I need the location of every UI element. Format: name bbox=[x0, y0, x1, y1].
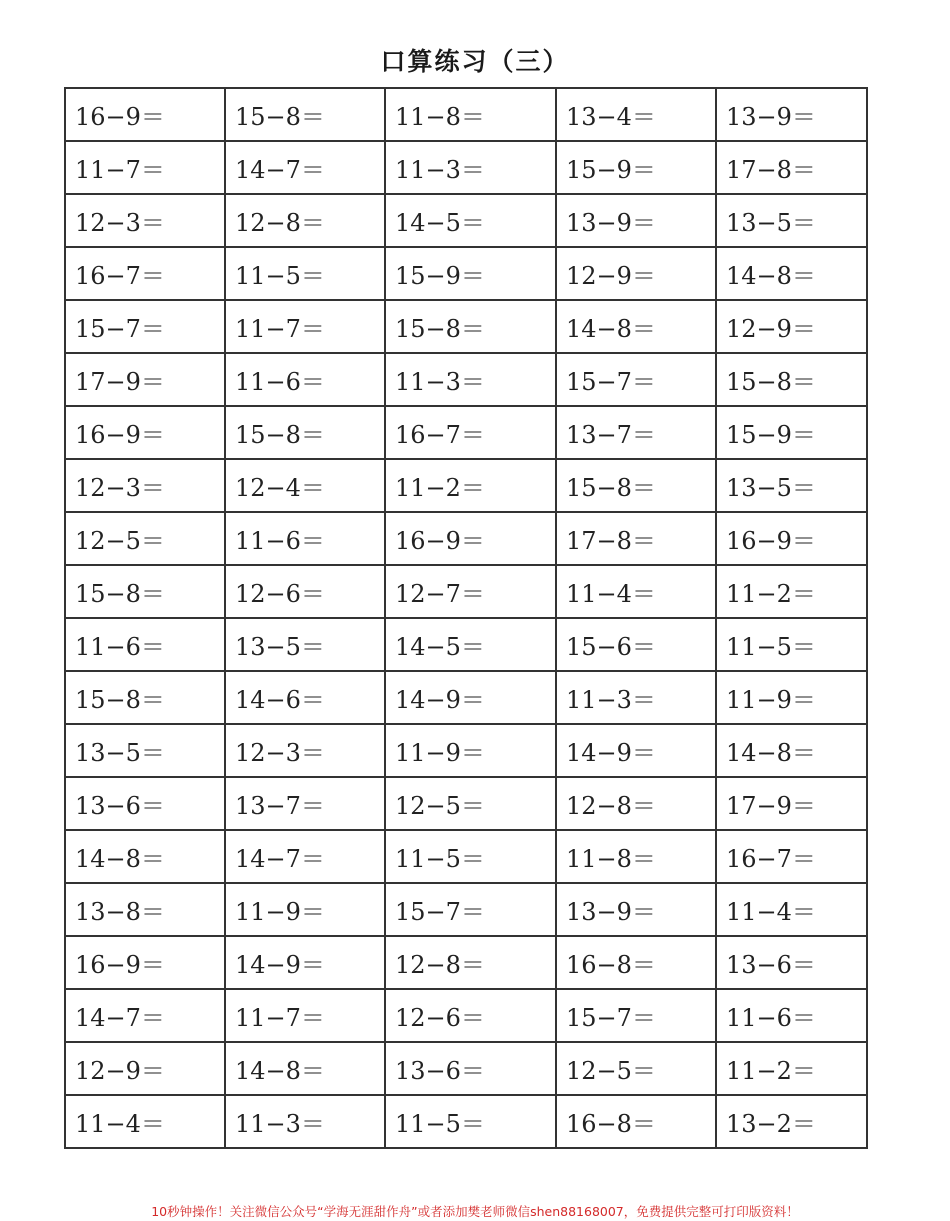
problem-cell: 15−8＝ bbox=[225, 406, 385, 459]
problem-cell: 11−6＝ bbox=[225, 512, 385, 565]
table-row bbox=[65, 88, 867, 141]
problem-cell: 11−7＝ bbox=[225, 300, 385, 353]
problem-cell: 14−7＝ bbox=[225, 141, 385, 194]
problem-cell: 15−7＝ bbox=[556, 989, 716, 1042]
problem-cell: 11−3＝ bbox=[385, 353, 556, 406]
problem-cell: 15−7＝ bbox=[385, 883, 556, 936]
problem-cell: 16−9＝ bbox=[65, 936, 225, 989]
problem-cell: 11−6＝ bbox=[65, 618, 225, 671]
problem-cell: 15−8＝ bbox=[65, 565, 225, 618]
problem-cell: 16−7＝ bbox=[716, 830, 867, 883]
problem-cell: 13−4＝ bbox=[556, 88, 716, 141]
problem-cell: 14−8＝ bbox=[716, 247, 867, 300]
problem-cell: 11−3＝ bbox=[385, 141, 556, 194]
table-row bbox=[65, 141, 867, 194]
problem-cell: 14−9＝ bbox=[225, 936, 385, 989]
problem-cell: 17−9＝ bbox=[65, 353, 225, 406]
problem-cell: 13−2＝ bbox=[716, 1095, 867, 1148]
problem-cell: 11−8＝ bbox=[385, 88, 556, 141]
problem-cell: 12−8＝ bbox=[556, 777, 716, 830]
table-row bbox=[65, 883, 867, 936]
problem-cell: 17−9＝ bbox=[716, 777, 867, 830]
problem-cell: 14−6＝ bbox=[225, 671, 385, 724]
table-row bbox=[65, 565, 867, 618]
problem-cell: 15−8＝ bbox=[385, 300, 556, 353]
table-row bbox=[65, 512, 867, 565]
problem-cell: 12−5＝ bbox=[65, 512, 225, 565]
problem-cell: 17−8＝ bbox=[716, 141, 867, 194]
problem-cell: 13−6＝ bbox=[65, 777, 225, 830]
problem-cell: 12−3＝ bbox=[225, 724, 385, 777]
problem-cell: 12−9＝ bbox=[556, 247, 716, 300]
table-row bbox=[65, 353, 867, 406]
problem-cell: 16−9＝ bbox=[65, 88, 225, 141]
table-row bbox=[65, 936, 867, 989]
problem-cell: 11−8＝ bbox=[556, 830, 716, 883]
problem-cell: 11−7＝ bbox=[225, 989, 385, 1042]
table-row bbox=[65, 194, 867, 247]
problem-cell: 12−4＝ bbox=[225, 459, 385, 512]
page-title: 口算练习（三） bbox=[380, 47, 570, 76]
table-row bbox=[65, 247, 867, 300]
problem-cell: 14−8＝ bbox=[716, 724, 867, 777]
problem-cell: 11−2＝ bbox=[716, 1042, 867, 1095]
problem-cell: 13−5＝ bbox=[716, 194, 867, 247]
problem-cell: 11−5＝ bbox=[385, 1095, 556, 1148]
problem-cell: 13−6＝ bbox=[716, 936, 867, 989]
problem-cell: 14−8＝ bbox=[225, 1042, 385, 1095]
problem-cell: 11−5＝ bbox=[225, 247, 385, 300]
arithmetic-table-body bbox=[65, 88, 867, 1148]
problem-cell: 11−6＝ bbox=[716, 989, 867, 1042]
table-row bbox=[65, 1042, 867, 1095]
table-row bbox=[65, 989, 867, 1042]
problem-cell: 13−6＝ bbox=[385, 1042, 556, 1095]
problem-cell: 13−9＝ bbox=[556, 883, 716, 936]
table-row bbox=[65, 830, 867, 883]
problem-cell: 11−4＝ bbox=[65, 1095, 225, 1148]
problem-cell: 13−7＝ bbox=[225, 777, 385, 830]
problem-cell: 11−3＝ bbox=[556, 671, 716, 724]
problem-cell: 11−2＝ bbox=[716, 565, 867, 618]
problem-cell: 17−8＝ bbox=[556, 512, 716, 565]
problem-cell: 11−9＝ bbox=[385, 724, 556, 777]
table-row bbox=[65, 777, 867, 830]
problem-cell: 14−7＝ bbox=[65, 989, 225, 1042]
problem-cell: 16−9＝ bbox=[385, 512, 556, 565]
problem-cell: 15−6＝ bbox=[556, 618, 716, 671]
problem-cell: 16−9＝ bbox=[716, 512, 867, 565]
problem-cell: 13−5＝ bbox=[225, 618, 385, 671]
problem-cell: 11−4＝ bbox=[556, 565, 716, 618]
problem-cell: 14−8＝ bbox=[65, 830, 225, 883]
problem-cell: 11−3＝ bbox=[225, 1095, 385, 1148]
problem-cell: 13−9＝ bbox=[716, 88, 867, 141]
problem-cell: 16−9＝ bbox=[65, 406, 225, 459]
problem-cell: 15−7＝ bbox=[65, 300, 225, 353]
problem-cell: 13−5＝ bbox=[65, 724, 225, 777]
problem-cell: 15−8＝ bbox=[716, 353, 867, 406]
problem-cell: 13−8＝ bbox=[65, 883, 225, 936]
problem-cell: 12−3＝ bbox=[65, 459, 225, 512]
problem-cell: 13−7＝ bbox=[556, 406, 716, 459]
problem-cell: 15−8＝ bbox=[556, 459, 716, 512]
table-row bbox=[65, 406, 867, 459]
problem-cell: 14−5＝ bbox=[385, 194, 556, 247]
problem-cell: 11−4＝ bbox=[716, 883, 867, 936]
problem-cell: 11−5＝ bbox=[716, 618, 867, 671]
problem-cell: 11−9＝ bbox=[225, 883, 385, 936]
problem-cell: 13−9＝ bbox=[556, 194, 716, 247]
problem-cell: 11−2＝ bbox=[385, 459, 556, 512]
problem-cell: 14−9＝ bbox=[385, 671, 556, 724]
problem-cell: 12−6＝ bbox=[225, 565, 385, 618]
arithmetic-table bbox=[64, 87, 868, 1149]
problem-cell: 16−8＝ bbox=[556, 936, 716, 989]
problem-cell: 16−7＝ bbox=[65, 247, 225, 300]
problem-cell: 13−5＝ bbox=[716, 459, 867, 512]
problem-cell: 16−8＝ bbox=[556, 1095, 716, 1148]
problem-cell: 11−6＝ bbox=[225, 353, 385, 406]
problem-cell: 15−8＝ bbox=[225, 88, 385, 141]
problem-cell: 12−6＝ bbox=[385, 989, 556, 1042]
problem-cell: 11−9＝ bbox=[716, 671, 867, 724]
table-row bbox=[65, 724, 867, 777]
problem-cell: 16−7＝ bbox=[385, 406, 556, 459]
problem-cell: 12−9＝ bbox=[65, 1042, 225, 1095]
problem-cell: 12−5＝ bbox=[385, 777, 556, 830]
problem-cell: 12−8＝ bbox=[385, 936, 556, 989]
problem-cell: 15−9＝ bbox=[556, 141, 716, 194]
table-row bbox=[65, 671, 867, 724]
problem-cell: 12−8＝ bbox=[225, 194, 385, 247]
problem-cell: 12−3＝ bbox=[65, 194, 225, 247]
problem-cell: 14−9＝ bbox=[556, 724, 716, 777]
table-row bbox=[65, 1095, 867, 1148]
problem-cell: 14−7＝ bbox=[225, 830, 385, 883]
table-row bbox=[65, 459, 867, 512]
problem-cell: 15−9＝ bbox=[385, 247, 556, 300]
table-row bbox=[65, 300, 867, 353]
footer-notice: 10秒钟操作！关注微信公众号“学海无涯甜作舟”或者添加樊老师微信shen88168007，免费提供完整可打印版资料！ bbox=[151, 1204, 799, 1219]
problem-cell: 12−5＝ bbox=[556, 1042, 716, 1095]
problem-cell: 12−9＝ bbox=[716, 300, 867, 353]
problem-cell: 12−7＝ bbox=[385, 565, 556, 618]
problem-cell: 14−5＝ bbox=[385, 618, 556, 671]
table-row bbox=[65, 618, 867, 671]
problem-cell: 11−7＝ bbox=[65, 141, 225, 194]
problem-cell: 15−8＝ bbox=[65, 671, 225, 724]
problem-cell: 15−7＝ bbox=[556, 353, 716, 406]
problem-cell: 15−9＝ bbox=[716, 406, 867, 459]
problem-cell: 14−8＝ bbox=[556, 300, 716, 353]
problem-cell: 11−5＝ bbox=[385, 830, 556, 883]
